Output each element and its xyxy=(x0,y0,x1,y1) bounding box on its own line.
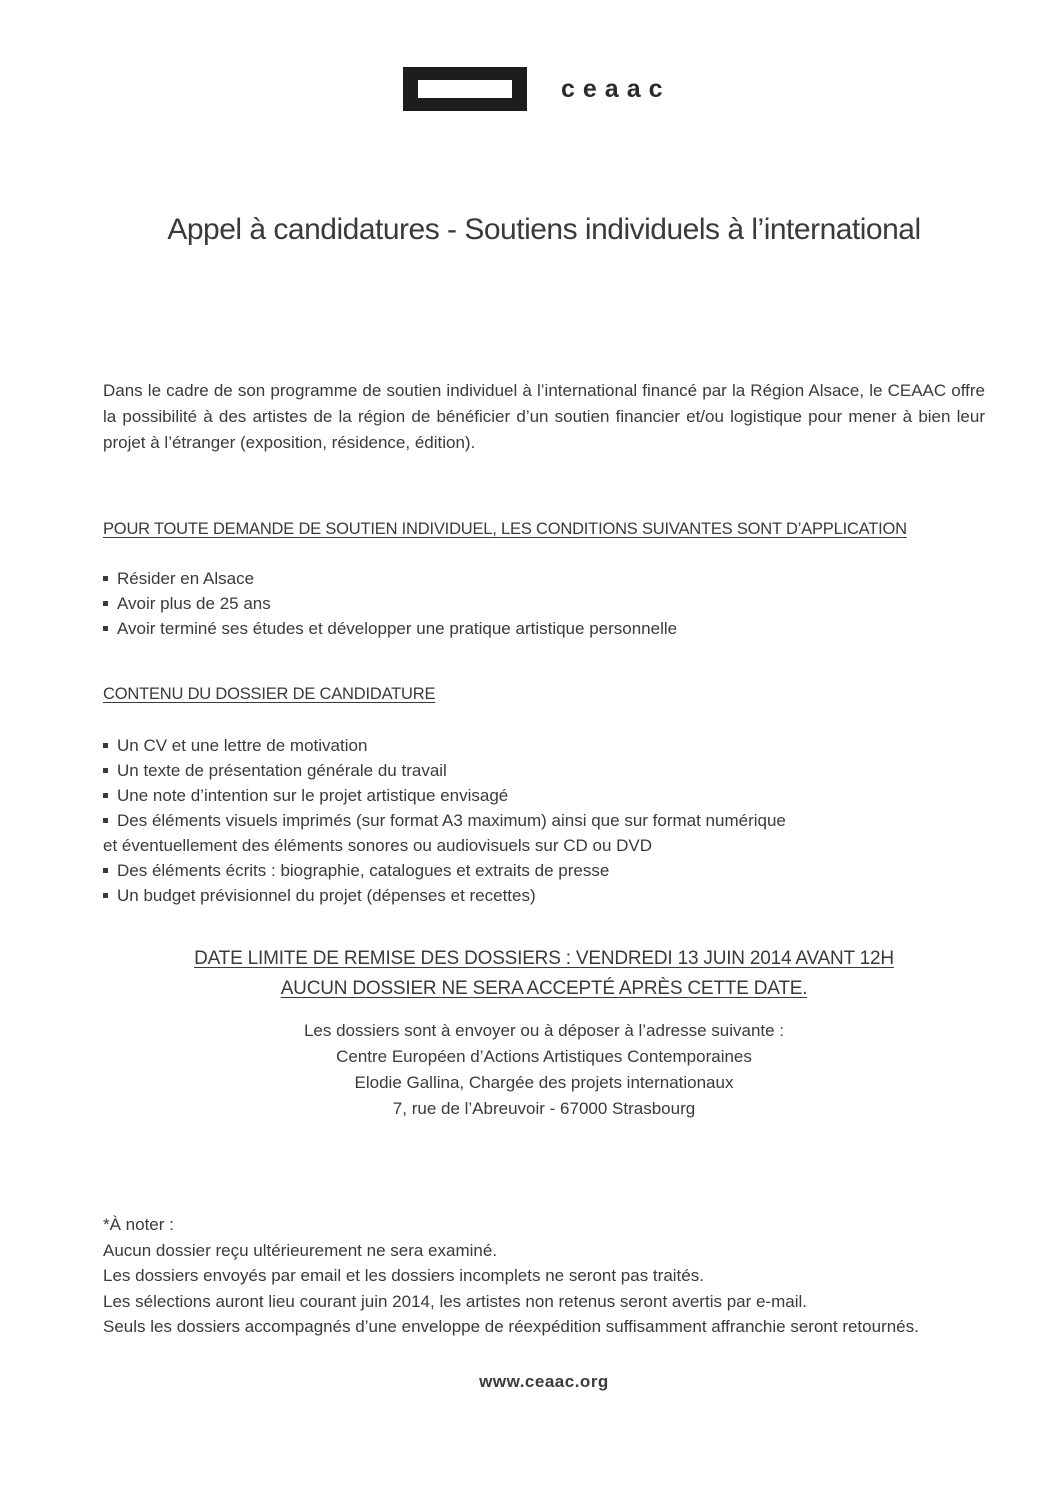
ceaac-logo-icon xyxy=(403,67,527,111)
note-line: Les sélections auront lieu courant juin 2014, les artistes non retenus seront avertis par e-mail. xyxy=(103,1291,807,1311)
dossier-heading: CONTENU DU DOSSIER DE CANDIDATURE xyxy=(103,685,436,703)
logo-text: ceaac xyxy=(561,74,671,103)
list-item xyxy=(103,591,985,616)
list-item-text: Des éléments écrits : biographie, catalogues et extraits de presse xyxy=(117,861,610,880)
note-line: Aucun dossier reçu ultérieurement ne sera examiné. xyxy=(103,1240,498,1260)
list-item-text: et éventuellement des éléments sonores ou audiovisuels sur CD ou DVD xyxy=(103,836,653,855)
list-item xyxy=(103,883,985,908)
logo-bar-shape xyxy=(418,80,512,98)
list-item xyxy=(103,808,985,833)
intro-paragraph: Dans le cadre de son programme de soutien individuel à l’international financé par la Région Alsace, le CEAAC offre la possibilité à des artistes de la région de bénéficier d’un soutien financier et/ou logistique pour mener à bien leur projet à l’étranger (exposition, résidence, édition). xyxy=(103,381,985,452)
address-contact: Elodie Gallina, Chargée des projets internationaux xyxy=(354,1073,734,1092)
list-item xyxy=(103,616,985,641)
notes-label: *À noter : xyxy=(103,1215,174,1234)
list-item-text: Des éléments visuels imprimés (sur format A3 maximum) ainsi que sur format numérique xyxy=(117,811,786,830)
square-bullet-icon xyxy=(103,793,108,798)
square-bullet-icon xyxy=(103,626,108,631)
dossier-list xyxy=(103,733,985,908)
list-item-text: Un budget prévisionnel du projet (dépenses et recettes) xyxy=(117,886,536,905)
note-line: Seuls les dossiers accompagnés d’une enveloppe de réexpédition suffisamment affranchie seront retournés. xyxy=(103,1317,919,1336)
address-intro: Les dossiers sont à envoyer ou à déposer à l’adresse suivante : xyxy=(303,1021,785,1040)
square-bullet-icon xyxy=(103,868,108,873)
footer xyxy=(103,1372,985,1392)
address-street: 7, rue de l’Abreuvoir - 67000 Strasbourg xyxy=(392,1099,696,1118)
list-item xyxy=(103,758,985,783)
list-item-text: Une note d’intention sur le projet artistique envisagé xyxy=(117,786,509,805)
deadline-line-1: DATE LIMITE DE REMISE DES DOSSIERS : VENDREDI 13 JUIN 2014 AVANT 12H xyxy=(194,948,894,969)
list-item xyxy=(103,566,985,591)
square-bullet-icon xyxy=(103,818,108,823)
header xyxy=(403,67,985,111)
page-title: Appel à candidatures - Soutiens individuels à l’international xyxy=(167,213,921,246)
address-block xyxy=(103,1018,985,1122)
deadline-line-2: AUCUN DOSSIER NE SERA ACCEPTÉ APRÈS CETTE DATE. xyxy=(280,978,808,999)
list-item-text: Résider en Alsace xyxy=(117,569,255,588)
square-bullet-icon xyxy=(103,893,108,898)
conditions-list xyxy=(103,566,985,641)
square-bullet-icon xyxy=(103,768,108,773)
square-bullet-icon xyxy=(103,743,108,748)
list-item-text: Un CV et une lettre de motivation xyxy=(117,736,368,755)
deadline-block xyxy=(103,944,985,1004)
list-item xyxy=(103,858,985,883)
address-organisation: Centre Européen d’Actions Artistiques Contemporaines xyxy=(336,1047,752,1066)
website-url: www.ceaac.org xyxy=(479,1371,609,1391)
note-line: Les dossiers envoyés par email et les dossiers incomplets ne seront pas traités. xyxy=(103,1266,704,1285)
list-item-text: Avoir plus de 25 ans xyxy=(117,594,271,613)
conditions-heading: POUR TOUTE DEMANDE DE SOUTIEN INDIVIDUEL, LES CONDITIONS SUIVANTES SONT D’APPLICATION xyxy=(103,520,907,538)
square-bullet-icon xyxy=(103,601,108,606)
list-item xyxy=(103,733,985,758)
list-item-text: Avoir terminé ses études et développer une pratique artistique personnelle xyxy=(117,619,678,638)
list-item-text: Un texte de présentation générale du travail xyxy=(117,761,447,780)
notes-block xyxy=(103,1212,985,1340)
list-item-continuation xyxy=(103,833,985,858)
square-bullet-icon xyxy=(103,576,108,581)
list-item xyxy=(103,783,985,808)
